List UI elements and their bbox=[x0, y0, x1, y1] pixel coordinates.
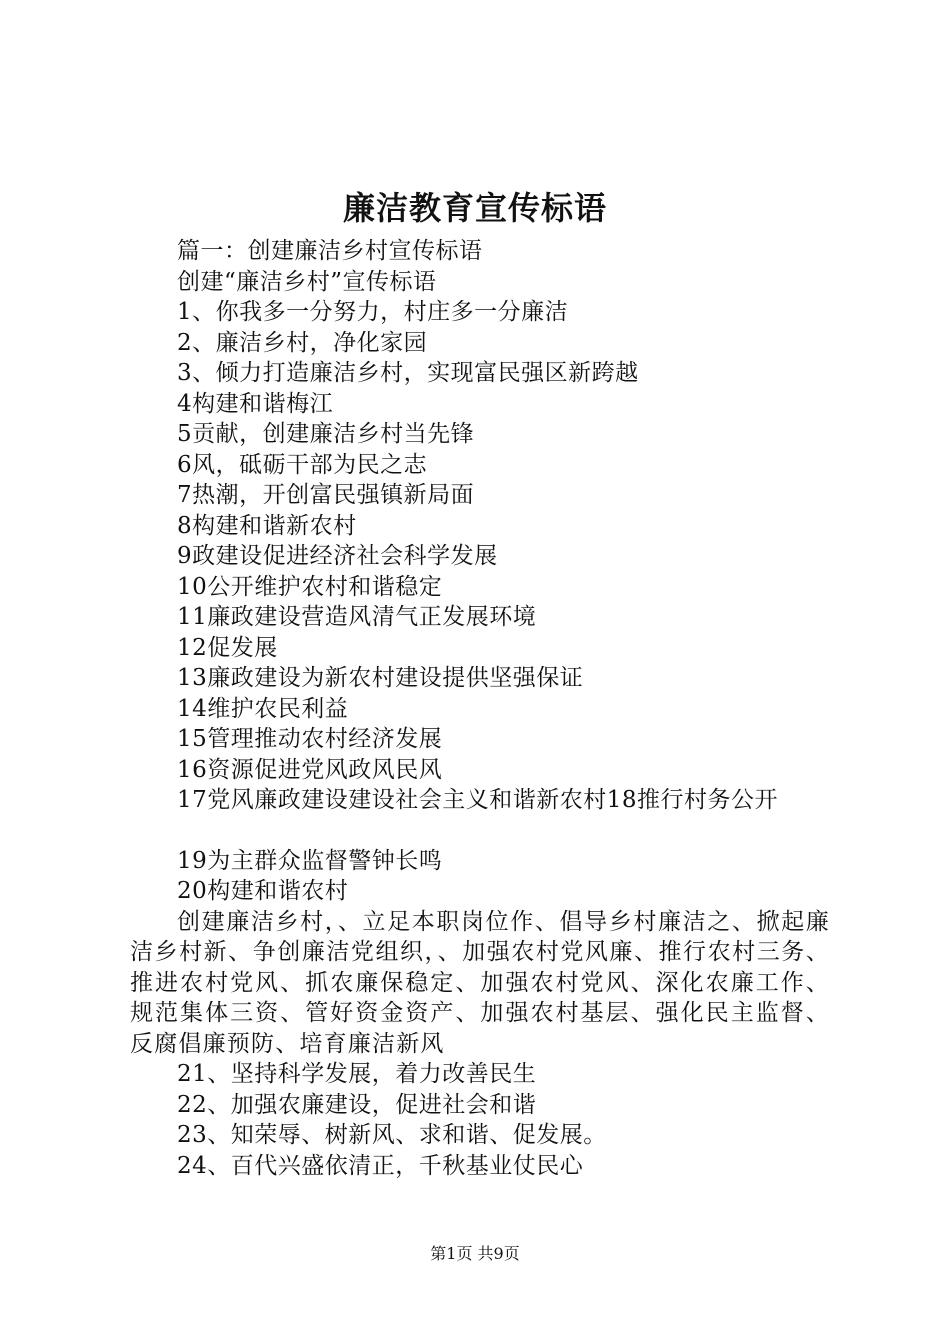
slogan-line: 11廉政建设营造风清气正发展环境 bbox=[177, 604, 537, 630]
slogan-line: 21、坚持科学发展，着力改善民生 bbox=[177, 1061, 537, 1087]
slogan-line: 5贡献，创建廉洁乡村当先锋 bbox=[177, 421, 475, 447]
slogan-line: 22、加强农廉建设，促进社会和谐 bbox=[177, 1091, 537, 1118]
slogan-line: 12促发展 bbox=[177, 634, 278, 661]
slogan-line: 15管理推动农村经济发展 bbox=[177, 726, 443, 752]
slogan-line: 14维护农民利益 bbox=[177, 695, 349, 722]
slogan-line: 4构建和谐梅江 bbox=[177, 390, 334, 417]
slogan-line: 9政建设促进经济社会科学发展 bbox=[177, 543, 498, 569]
slogan-line: 17党风廉政建设建设社会主义和谐新农村18推行村务公开 bbox=[177, 787, 779, 813]
slogan-line: 创建“廉洁乡村”宣传标语 bbox=[177, 268, 437, 295]
slogan-line: 19为主群众监督警钟长鸣 bbox=[177, 847, 443, 874]
slogan-line: 1、你我多一分努力，村庄多一分廉洁 bbox=[177, 299, 569, 325]
slogan-line: 篇一：创建廉洁乡村宣传标语 bbox=[177, 238, 483, 264]
slogan-line: 8构建和谐新农村 bbox=[177, 512, 357, 539]
body-paragraph: 创建廉洁乡村，、立足本职岗位作、倡导乡村廉洁之、掀起廉洁乡村新、争创廉洁党组织，、加强农村党风廉、推行农村三务、推进农村党风、抓农廉保稳定、加强农村党风、深化农廉工作、规范集体三资、管好资金资产、加强农村基层、强化民主监督、反腐倡廉预防、培育廉洁新风 bbox=[130, 908, 830, 1057]
slogan-line: 3、倾力打造廉洁乡村，实现富民强区新跨越 bbox=[177, 360, 639, 386]
slogan-line: 13廉政建设为新农村建设提供坚强保证 bbox=[177, 665, 584, 691]
slogan-line: 10公开维护农村和谐稳定 bbox=[177, 573, 443, 600]
slogan-line: 23、知荣辱、树新风、求和谐、促发展。 bbox=[177, 1122, 607, 1148]
document-body bbox=[130, 236, 830, 1181]
slogan-line: 6风，砥砺干部为民之志 bbox=[177, 451, 428, 478]
document-title: 廉洁教育宣传标语 bbox=[342, 189, 607, 227]
slogan-line: 24、百代兴盛依清正，千秋基业仗民心 bbox=[177, 1152, 584, 1179]
slogan-line: 20构建和谐农村 bbox=[177, 878, 349, 904]
slogan-line: 16资源促进党风政风民风 bbox=[177, 756, 443, 783]
slogan-line: 7热潮，开创富民强镇新局面 bbox=[177, 482, 475, 508]
page-footer: 第1页 共9页 bbox=[430, 1244, 520, 1263]
slogan-line: 2、廉洁乡村，净化家园 bbox=[177, 329, 428, 356]
blank-line bbox=[130, 816, 830, 846]
